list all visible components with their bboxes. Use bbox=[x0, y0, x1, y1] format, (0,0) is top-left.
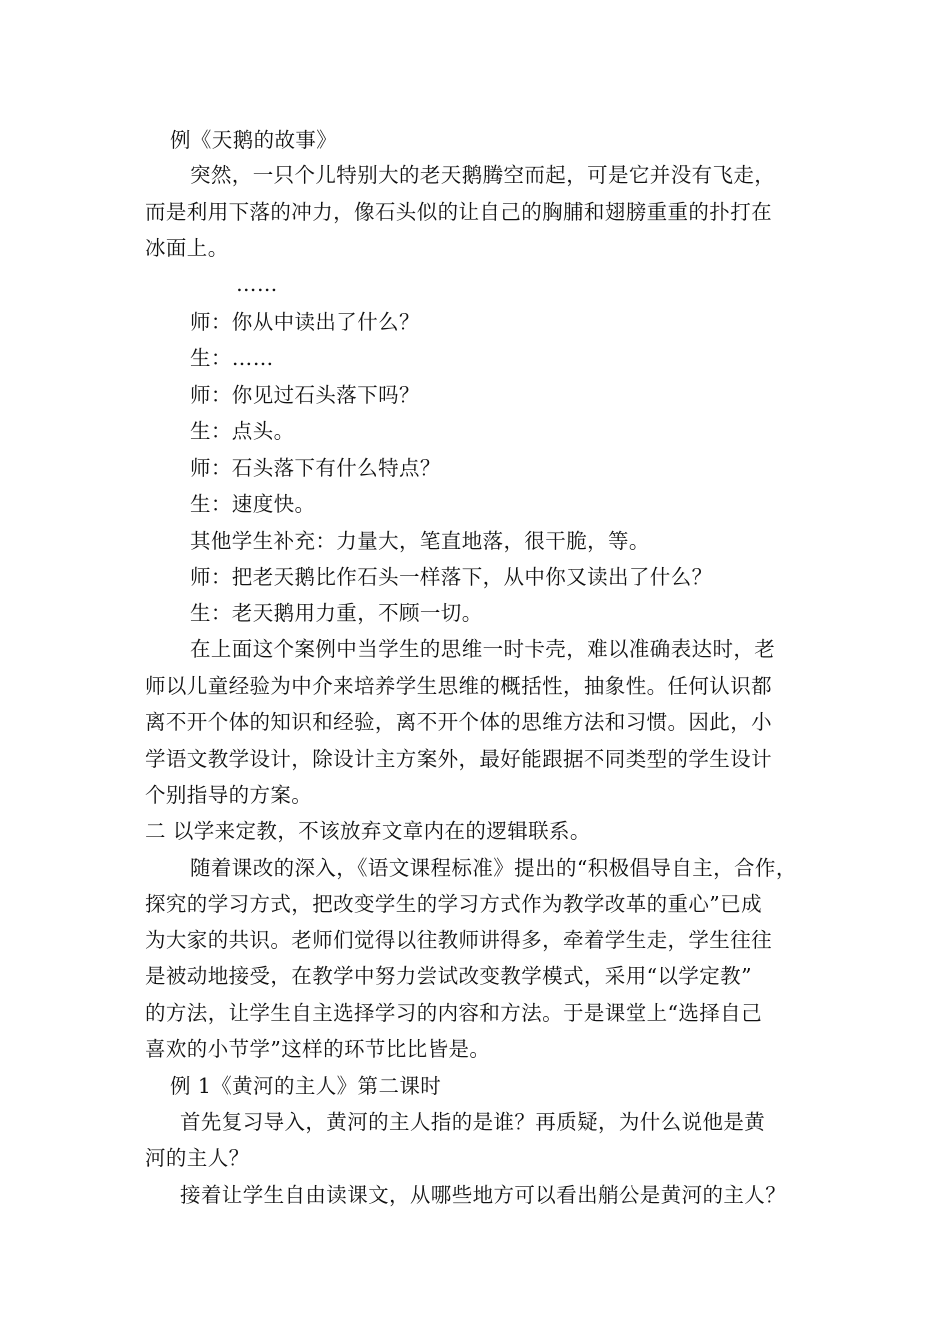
analysis-line-4: 学语文教学设计，除设计主方案外，最好能跟据不同类型的学生设计 bbox=[145, 747, 772, 771]
example-heading-yellow-river: 例 1《黄河的主人》第二课时 bbox=[170, 1074, 442, 1098]
analysis-line-2: 师以儿童经验为中介来培养学生思维的概括性，抽象性。任何认识都 bbox=[145, 674, 772, 698]
body-line-4: 是被动地接受，在教学中努力尝试改变教学模式，采用“以学定教” bbox=[145, 964, 752, 988]
body-line-2: 探究的学习方式，把改变学生的学习方式作为教学改革的重心”已成 bbox=[145, 892, 762, 916]
body-line-1: 随着课改的深入，《语文课程标准》提出的“积极倡导自主，合作， bbox=[190, 856, 797, 880]
quote-line-2: 而是利用下落的冲力，像石头似的让自己的胸脯和翅膀重重的扑打在 bbox=[145, 200, 772, 224]
example-line-1: 首先复习导入，黄河的主人指的是谁？再质疑，为什么说他是黄 bbox=[180, 1110, 766, 1134]
analysis-line-1: 在上面这个案例中当学生的思维一时卡壳，难以准确表达时，老 bbox=[190, 637, 776, 661]
body-line-5: 的方法，让学生自主选择学习的内容和方法。于是课堂上“选择自己 bbox=[145, 1001, 762, 1025]
ellipsis-line: …… bbox=[236, 272, 278, 296]
dialogue-line-2: 生：…… bbox=[190, 346, 274, 370]
dialogue-line-4: 生：点头。 bbox=[190, 419, 295, 443]
dialogue-line-7: 其他学生补充：力量大，笔直地落，很干脆，等。 bbox=[190, 529, 650, 553]
body-line-3: 为大家的共识。老师们觉得以往教师讲得多，牵着学生走，学生往往 bbox=[145, 928, 772, 952]
quote-line-3: 冰面上。 bbox=[145, 236, 229, 260]
example-line-3: 接着让学生自由读课文，从哪些地方可以看出艄公是黄河的主人？ bbox=[180, 1183, 787, 1207]
quote-line-1: 突然，一只个儿特别大的老天鹅腾空而起，可是它并没有飞走， bbox=[190, 163, 776, 187]
analysis-line-5: 个别指导的方案。 bbox=[145, 783, 313, 807]
section-heading-2: 二 以学来定教，不该放弃文章内在的逻辑联系。 bbox=[145, 819, 591, 843]
dialogue-line-8: 师：把老天鹅比作石头一样落下，从中你又读出了什么？ bbox=[190, 565, 713, 589]
example-heading-swan-story: 例《天鹅的故事》 bbox=[170, 128, 338, 152]
analysis-line-3: 离不开个体的知识和经验，离不开个体的思维方法和习惯。因此，小 bbox=[145, 710, 772, 734]
dialogue-line-3: 师：你见过石头落下吗？ bbox=[190, 383, 420, 407]
example-line-2: 河的主人？ bbox=[145, 1146, 250, 1170]
dialogue-line-9: 生：老天鹅用力重，不顾一切。 bbox=[190, 601, 483, 625]
dialogue-line-5: 师：石头落下有什么特点？ bbox=[190, 456, 441, 480]
dialogue-line-1: 师：你从中读出了什么？ bbox=[190, 310, 420, 334]
body-line-6: 喜欢的小节学”这样的环节比比皆是。 bbox=[145, 1037, 491, 1061]
dialogue-line-6: 生：速度快。 bbox=[190, 492, 316, 516]
